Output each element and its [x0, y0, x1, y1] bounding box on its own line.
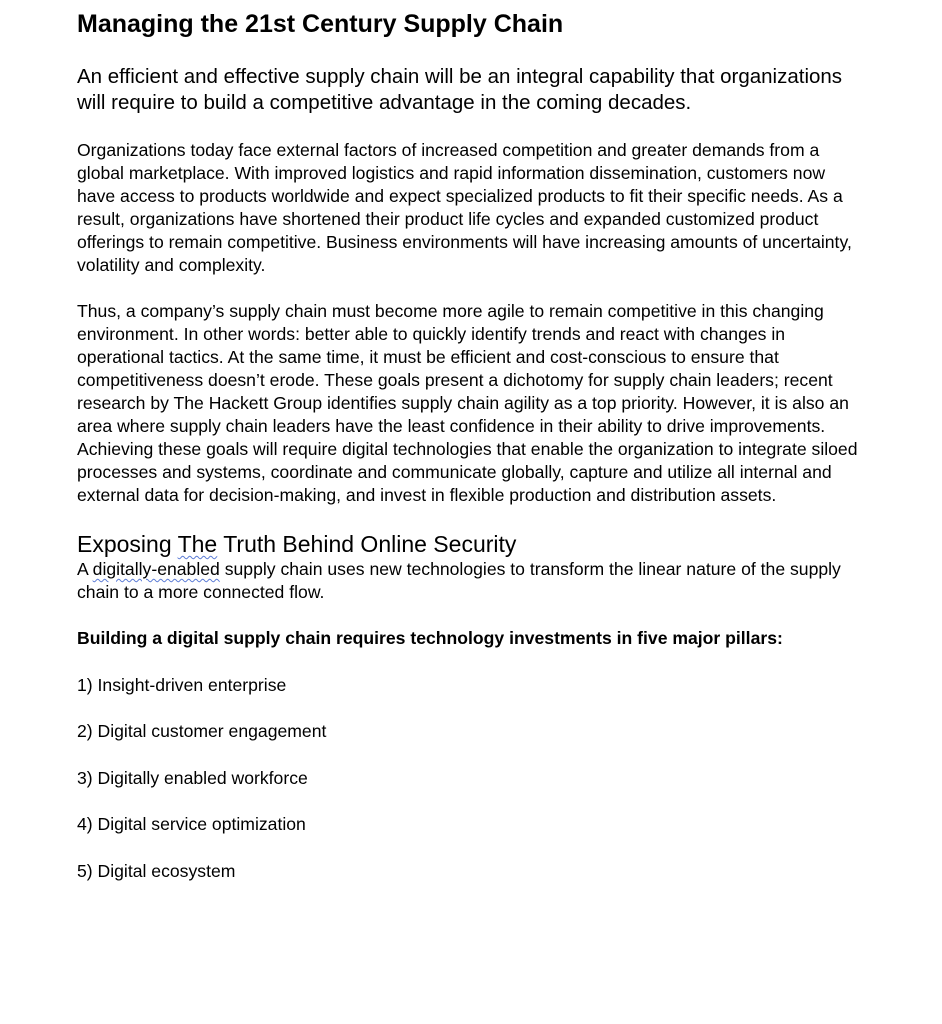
paragraph-3-flagged-word[interactable]: digitally-enabled: [92, 559, 220, 579]
body-paragraph-2: Thus, a company’s supply chain must become more agile to remain competitive in this changing environment. In other words: better able to quickly identify trends and react with changes in operational tactics. At the same time, it must be efficient and cost-conscious to ensure that competitiveness doesn’t erode. These goals present a dichotomy for supply chain leaders; recent research by The Hackett Group identifies supply chain agility as a top priority. However, it is also an area where supply chain leaders have the least confidence in their ability to drive improvements. Achieving these goals will require digital technologies that enable the organization to integrate siloed processes and systems, coordinate and communicate globally, capture and utilize all internal and external data for decision-making, and invest in flexible production and distribution assets.: [77, 301, 858, 505]
document-title: Managing the 21st Century Supply Chain: [77, 10, 564, 38]
pillar-item: 1) Insight-driven enterprise: [77, 674, 287, 695]
pillar-item: 5) Digital ecosystem: [77, 860, 236, 881]
document-page: [77, 0, 867, 883]
body-paragraph-3: [77, 558, 867, 604]
pillars-intro: Building a digital supply chain requires technology investments in five major pillars:: [77, 628, 783, 648]
section-heading-part-3: Truth Behind Online Security: [217, 531, 517, 557]
pillar-item: 2) Digital customer engagement: [77, 721, 327, 741]
lead-paragraph: An efficient and effective supply chain will be an integral capability that organizations will require to build a competitive advantage in the coming decades.: [77, 65, 843, 114]
section-heading: [77, 530, 867, 558]
pillars-list: [77, 674, 867, 883]
pillar-item: 4) Digital service optimization: [77, 814, 306, 834]
paragraph-3-part-1: A: [77, 559, 93, 579]
pillar-item: 3) Digitally enabled workforce: [77, 767, 308, 788]
body-paragraph-1: Organizations today face external factors of increased competition and greater demands from a global marketplace. With improved logistics and rapid information dissemination, customers now have access to products worldwide and expect specialized products to fit their specific needs. As a result, organizations have shortened their product life cycles and expanded customized product offerings to remain competitive. Business environments will have increasing amounts of uncertainty, volatility and complexity.: [77, 140, 852, 275]
section-heading-part-1: Exposing: [77, 531, 178, 557]
section-heading-flagged-word[interactable]: The: [177, 531, 218, 557]
paragraph-3-part-3: supply chain uses new technologies to transform the linear nature of the supply chain to a more connected flow.: [77, 559, 841, 602]
